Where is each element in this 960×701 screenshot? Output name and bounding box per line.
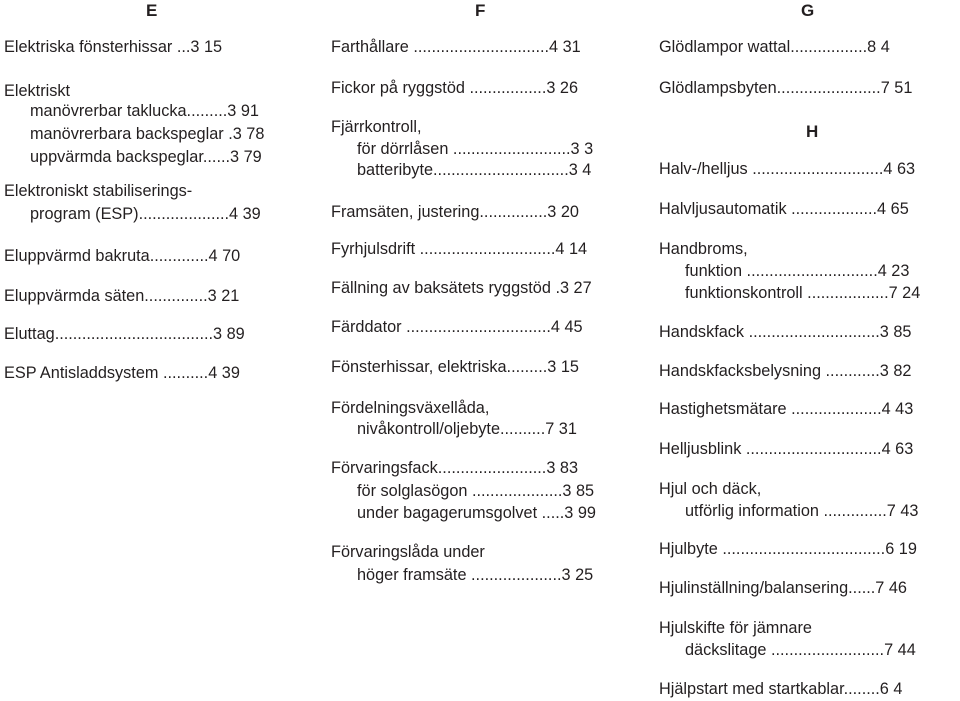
index-entry: Fällning av baksätets ryggstöd .3 27 (331, 279, 592, 297)
index-entry: Halv-/helljus .............................4 63 (659, 160, 916, 178)
index-entry: Förvaringslåda under (331, 543, 485, 561)
section-letter-g: G (801, 1, 815, 20)
index-entry: Glödlampsbyten.......................7 51 (659, 79, 913, 97)
index-entry: Fickor på ryggstöd .................3 26 (331, 79, 579, 97)
index-entry: Förvaringsfack........................3 83 (331, 459, 579, 477)
index-entry: Färddator ................................4 45 (331, 318, 583, 336)
index-subentry: uppvärmda backspeglar......3 79 (30, 148, 262, 166)
index-entry: Hastighetsmätare ....................4 43 (659, 400, 914, 418)
index-entry: Fördelningsväxellåda, (331, 399, 490, 417)
index-subentry: under bagagerumsgolvet .....3 99 (357, 504, 596, 522)
index-entry: Fyrhjulsdrift ..............................4 14 (331, 240, 588, 258)
index-subentry: funktionskontroll ..................7 24 (685, 284, 921, 302)
section-letter-f: F (475, 1, 486, 20)
index-entry: Hjulbyte ....................................6 19 (659, 540, 917, 558)
index-entry: Glödlampor wattal.................8 4 (659, 38, 890, 56)
index-subentry: manövrerbara backspeglar .3 78 (30, 125, 265, 143)
index-subentry: funktion .............................4 23 (685, 262, 910, 280)
index-subentry: däckslitage .........................7 44 (685, 641, 916, 659)
index-entry: Elektroniskt stabiliserings- (4, 182, 193, 200)
index-subentry: program (ESP)....................4 39 (30, 205, 261, 223)
index-entry: Farthållare ..............................4 31 (331, 38, 581, 56)
index-subentry: för dörrlåsen ..........................3 3 (357, 140, 594, 158)
index-entry: Framsäten, justering...............3 20 (331, 203, 579, 221)
index-entry: ESP Antisladdsystem ..........4 39 (4, 364, 240, 382)
index-subentry: manövrerbar taklucka.........3 91 (30, 102, 259, 120)
index-entry: Handskfacksbelysning ............3 82 (659, 362, 912, 380)
index-subentry: nivåkontroll/oljebyte..........7 31 (357, 420, 577, 438)
index-entry: Eluppvärmda säten..............3 21 (4, 287, 240, 305)
section-letter-e: E (146, 1, 158, 20)
index-entry: Helljusblink ..............................4 63 (659, 440, 914, 458)
index-entry: Elektriskt (4, 82, 71, 100)
section-letter-h: H (806, 122, 819, 141)
index-subentry: batteribyte..............................3 4 (357, 161, 592, 179)
index-entry: Hjulskifte för jämnare (659, 619, 812, 637)
index-entry: Elektriska fönsterhissar ...3 15 (4, 38, 223, 56)
index-entry: Fönsterhissar, elektriska.........3 15 (331, 358, 579, 376)
index-entry: Hjälpstart med startkablar........6 4 (659, 680, 903, 698)
index-entry: Eluttag...................................3 89 (4, 325, 245, 343)
index-entry: Halvljusautomatik ...................4 65 (659, 200, 909, 218)
index-entry: Fjärrkontroll, (331, 118, 422, 136)
index-entry: Handbroms, (659, 240, 748, 258)
index-subentry: höger framsäte ....................3 25 (357, 566, 594, 584)
index-entry: Hjul och däck, (659, 480, 762, 498)
index-subentry: utförlig information ..............7 43 (685, 502, 919, 520)
index-subentry: för solglasögon ....................3 85 (357, 482, 595, 500)
index-entry: Handskfack .............................3 85 (659, 323, 912, 341)
index-entry: Eluppvärmd bakruta.............4 70 (4, 247, 241, 265)
index-entry: Hjulinställning/balansering......7 46 (659, 579, 907, 597)
